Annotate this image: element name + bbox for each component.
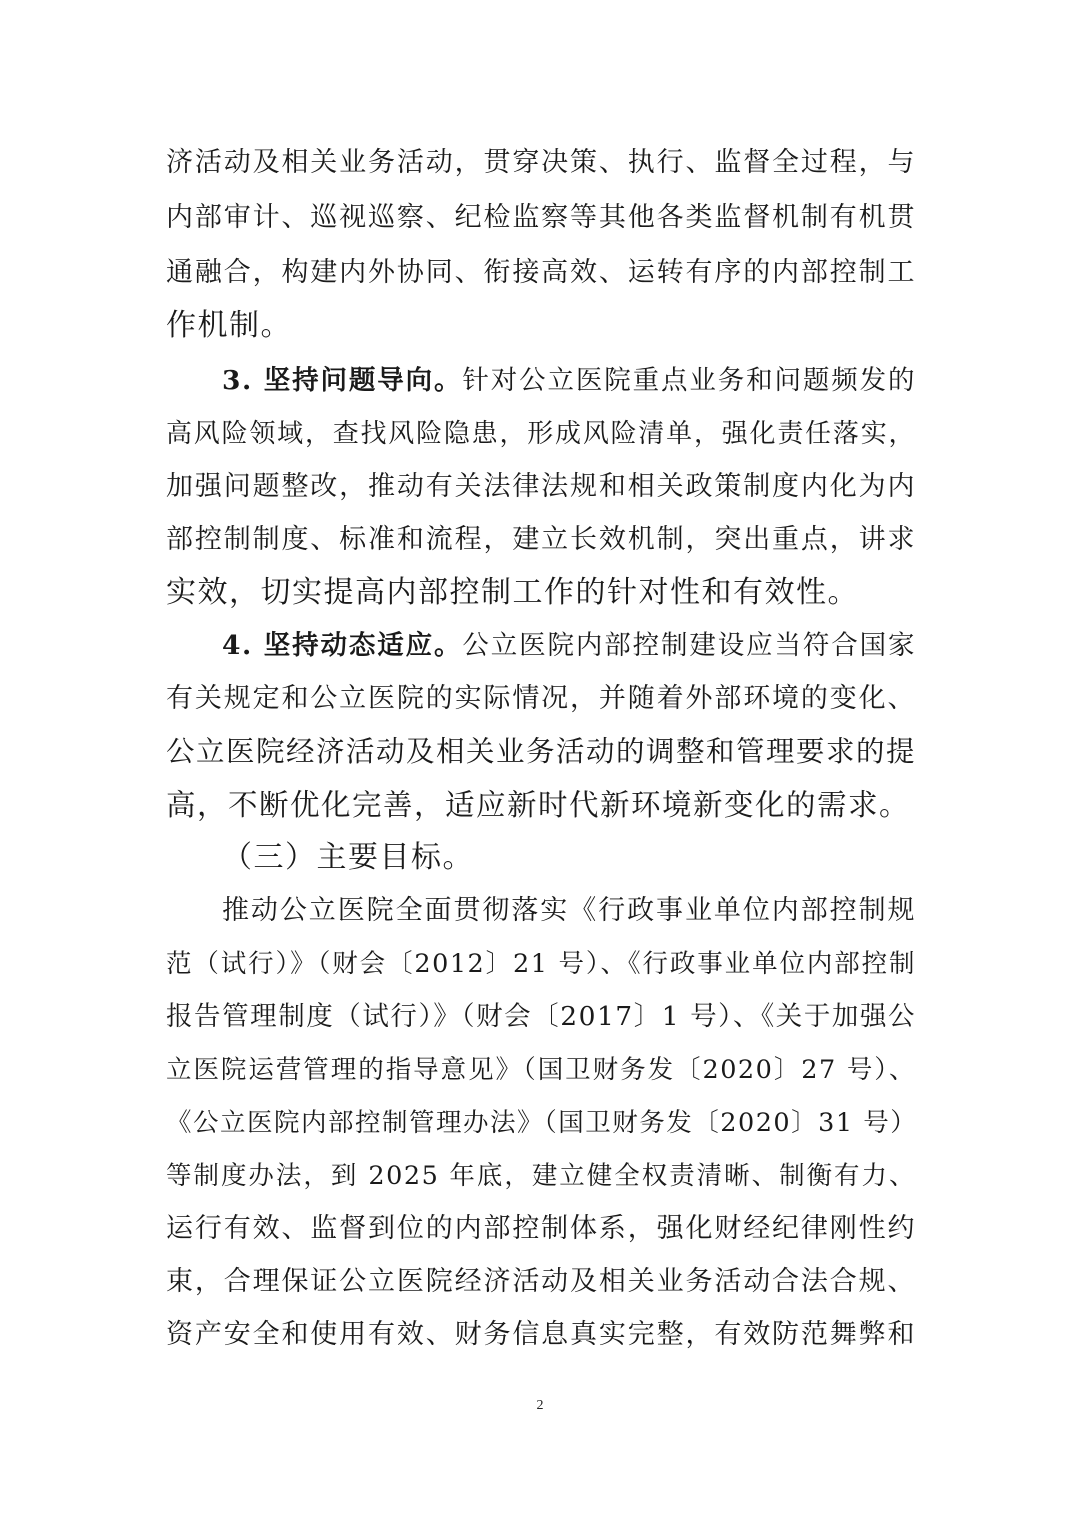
body-text-line: 等制度办法，到 2025 年底，建立健全权责清晰、制衡有力、 <box>166 1161 916 1191</box>
page-number: 2 <box>536 1398 544 1413</box>
body-text-line: 范（试行）》（财会〔2012〕21 号）、《行政事业单位内部控制 <box>166 949 916 979</box>
section-heading: （三）主要目标。 <box>222 840 474 875</box>
body-text-line: 有关规定和公立医院的实际情况，并随着外部环境的变化、 <box>166 683 916 714</box>
body-text-line: 济活动及相关业务活动，贯穿决策、执行、监督全过程，与 <box>166 147 916 178</box>
body-text-line: 高风险领域，查找风险隐患，形成风险清单，强化责任落实， <box>166 419 916 449</box>
body-text-line: 资产安全和使用有效、财务信息真实完整，有效防范舞弊和 <box>166 1319 916 1350</box>
body-text-line: 作机制。 <box>166 308 292 343</box>
body-text-line: 《公立医院内部控制管理办法》（国卫财务发〔2020〕31 号） <box>166 1108 918 1138</box>
body-text-line: 报告管理制度（试行）》（财会〔2017〕1 号）、《关于加强公 <box>166 1001 916 1032</box>
body-text-line: 公立医院经济活动及相关业务活动的调整和管理要求的提 <box>166 735 917 768</box>
body-text-line: 通融合，构建内外协同、衔接高效、运转有序的内部控制工 <box>166 257 916 288</box>
body-text-line: 部控制制度、标准和流程，建立长效机制，突出重点，讲求 <box>166 524 916 555</box>
principle-4-line: 4. 坚持动态适应。公立医院内部控制建设应当符合国家 <box>222 630 917 661</box>
body-text-line: 立医院运营管理的指导意见》（国卫财务发〔2020〕27 号）、 <box>166 1055 916 1085</box>
principle-3-line: 3. 坚持问题导向。针对公立医院重点业务和问题频发的 <box>222 365 917 396</box>
body-text-line: 实效，切实提高内部控制工作的针对性和有效性。 <box>166 575 859 610</box>
body-text-line: 束，合理保证公立医院经济活动及相关业务活动合法合规、 <box>166 1266 916 1297</box>
body-text-line: 内部审计、巡视巡察、纪检监察等其他各类监督机制有机贯 <box>166 202 916 233</box>
body-text-line: 运行有效、监督到位的内部控制体系，强化财经纪律刚性约 <box>166 1213 916 1244</box>
body-text-line: 推动公立医院全面贯彻落实《行政事业单位内部控制规 <box>222 895 916 926</box>
body-text-line: 高，不断优化完善，适应新时代新环境新变化的需求。 <box>166 788 911 822</box>
principle-3-heading: 3. 坚持问题导向。 <box>222 365 463 396</box>
body-text-line: 加强问题整改，推动有关法律法规和相关政策制度内化为内 <box>166 471 916 502</box>
principle-4-heading: 4. 坚持动态适应。 <box>222 630 463 661</box>
